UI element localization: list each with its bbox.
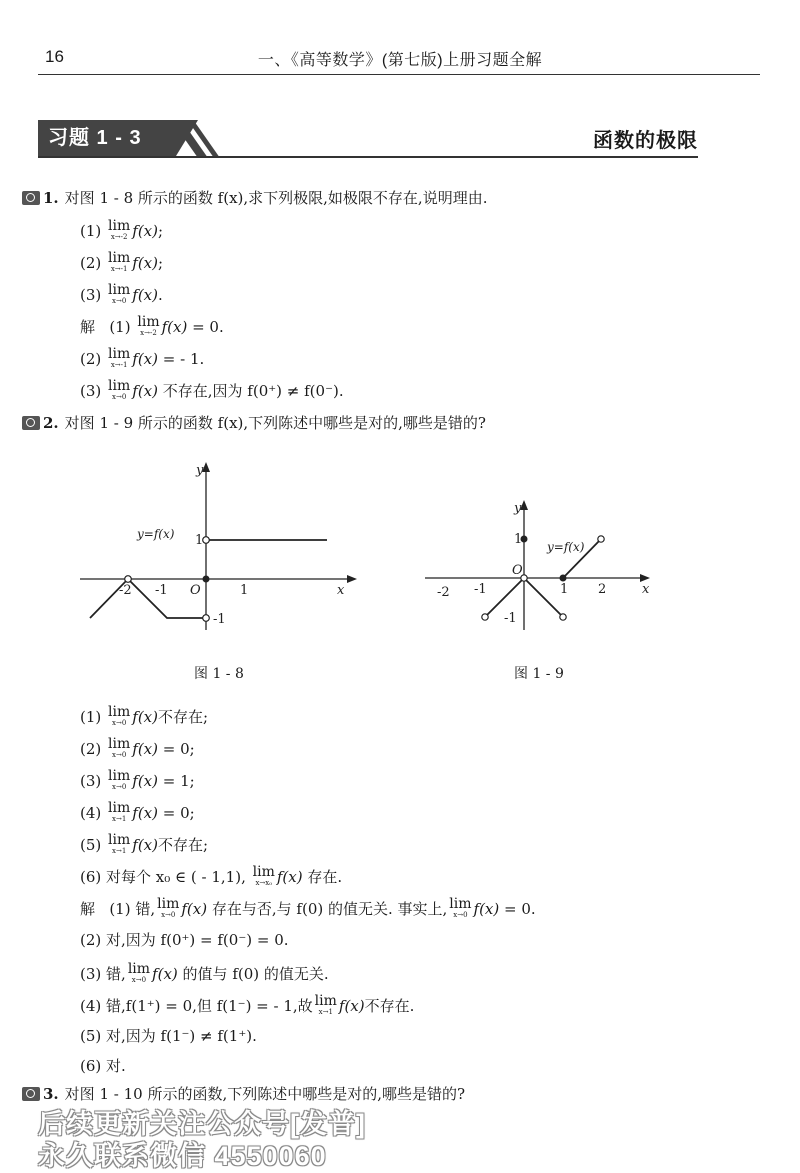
tick-label: 1 (514, 532, 523, 547)
function-label: y=f(x) (547, 540, 585, 554)
tick-label: -2 (437, 585, 450, 600)
tick-label: 2 (598, 582, 607, 597)
solution-line: (3) 错, lim x→0 f(x) 的值与 f(0) 的值无关. (80, 961, 329, 984)
problem-statement: 对图 1 - 10 所示的函数,下列陈述中哪些是对的,哪些是错的? (64, 1085, 466, 1103)
section-rule (38, 156, 698, 158)
section-title: 函数的极限 (593, 130, 698, 152)
solution-line: (2) lim x→-1 f(x) = - 1. (80, 346, 205, 369)
list-item: (2) lim x→-1 f(x); (80, 250, 164, 273)
section-label: 习题 1 - 3 (38, 120, 176, 156)
problem-1 (22, 188, 487, 208)
solution-line: (3) lim x→0 f(x) 不存在,因为 f(0⁺) ≠ f(0⁻). (80, 378, 344, 401)
problem-statement: 对图 1 - 9 所示的函数 f(x),下列陈述中哪些是对的,哪些是错的? (64, 414, 486, 432)
figure-caption: 图 1 - 8 (194, 666, 244, 682)
section-bar (38, 116, 698, 158)
problem-number: 1. (43, 189, 59, 207)
problem-statement: 对图 1 - 8 所示的函数 f(x),求下列极限,如极限不存在,说明理由. (64, 189, 488, 207)
axis-label-x: x (337, 583, 345, 598)
figure-1-8 (75, 460, 365, 640)
problem-2 (22, 413, 486, 433)
list-item: (1) lim x→-2 f(x); (80, 218, 164, 241)
tick-label: -1 (155, 583, 168, 598)
origin-label: O (190, 583, 201, 598)
magnifier-icon (22, 191, 40, 205)
header-rule (38, 74, 760, 75)
watermark-line-2: 永久联系微信 4550060 (38, 1141, 327, 1171)
list-item: (6) 对每个 x₀ ∈ ( - 1,1), lim x→x₀ f(x) 存在. (80, 864, 343, 887)
list-item: (3) lim x→0 f(x) = 1; (80, 768, 195, 791)
list-item: (4) lim x→1 f(x) = 0; (80, 800, 195, 823)
tick-label: 1 (240, 583, 249, 598)
problem-number: 3. (43, 1085, 59, 1103)
solution-line: (4) 错,f(1⁺) = 0,但 f(1⁻) = - 1,故 lim x→1 f(x)不存在. (80, 993, 415, 1016)
list-item: (3) lim x→0 f(x). (80, 282, 163, 305)
list-item: (2) lim x→0 f(x) = 0; (80, 736, 195, 759)
tick-label: -1 (504, 611, 517, 626)
page-header (0, 0, 800, 80)
watermark-line-1: 后续更新关注公众号[发普] (38, 1109, 366, 1139)
figure-1-9 (420, 498, 660, 638)
problem-3 (22, 1084, 465, 1104)
axis-label-x: x (642, 582, 650, 597)
tick-label: -2 (119, 583, 132, 598)
problem-number: 2. (43, 414, 59, 432)
solution-line: (6) 对. (80, 1057, 126, 1075)
tick-label: 1 (195, 533, 204, 548)
tick-label: 1 (560, 582, 569, 597)
function-label: y=f(x) (137, 527, 175, 541)
figure-caption: 图 1 - 9 (514, 666, 564, 682)
solution-line: 解 (1) lim x→-2 f(x) = 0. (80, 314, 224, 337)
solution-line: (5) 对,因为 f(1⁻) ≠ f(1⁺). (80, 1027, 257, 1045)
axis-label-y: y (196, 463, 204, 478)
solution-line: 解 (1) 错, lim x→0 f(x) 存在与否,与 f(0) 的值无关. 事实上, lim x→0 f(x) = 0. (80, 896, 536, 919)
tick-label: -1 (213, 612, 226, 627)
magnifier-icon (22, 416, 40, 430)
page-number: 16 (45, 47, 64, 66)
tick-label: -1 (474, 582, 487, 597)
axis-label-y: y (514, 501, 522, 516)
running-title: 一、《高等数学》(第七版)上册习题全解 (257, 52, 543, 69)
magnifier-icon (22, 1087, 40, 1101)
origin-label: O (512, 563, 523, 578)
list-item: (1) lim x→0 f(x)不存在; (80, 704, 209, 727)
solution-line: (2) 对,因为 f(0⁺) = f(0⁻) = 0. (80, 931, 289, 949)
list-item: (5) lim x→1 f(x)不存在; (80, 832, 209, 855)
